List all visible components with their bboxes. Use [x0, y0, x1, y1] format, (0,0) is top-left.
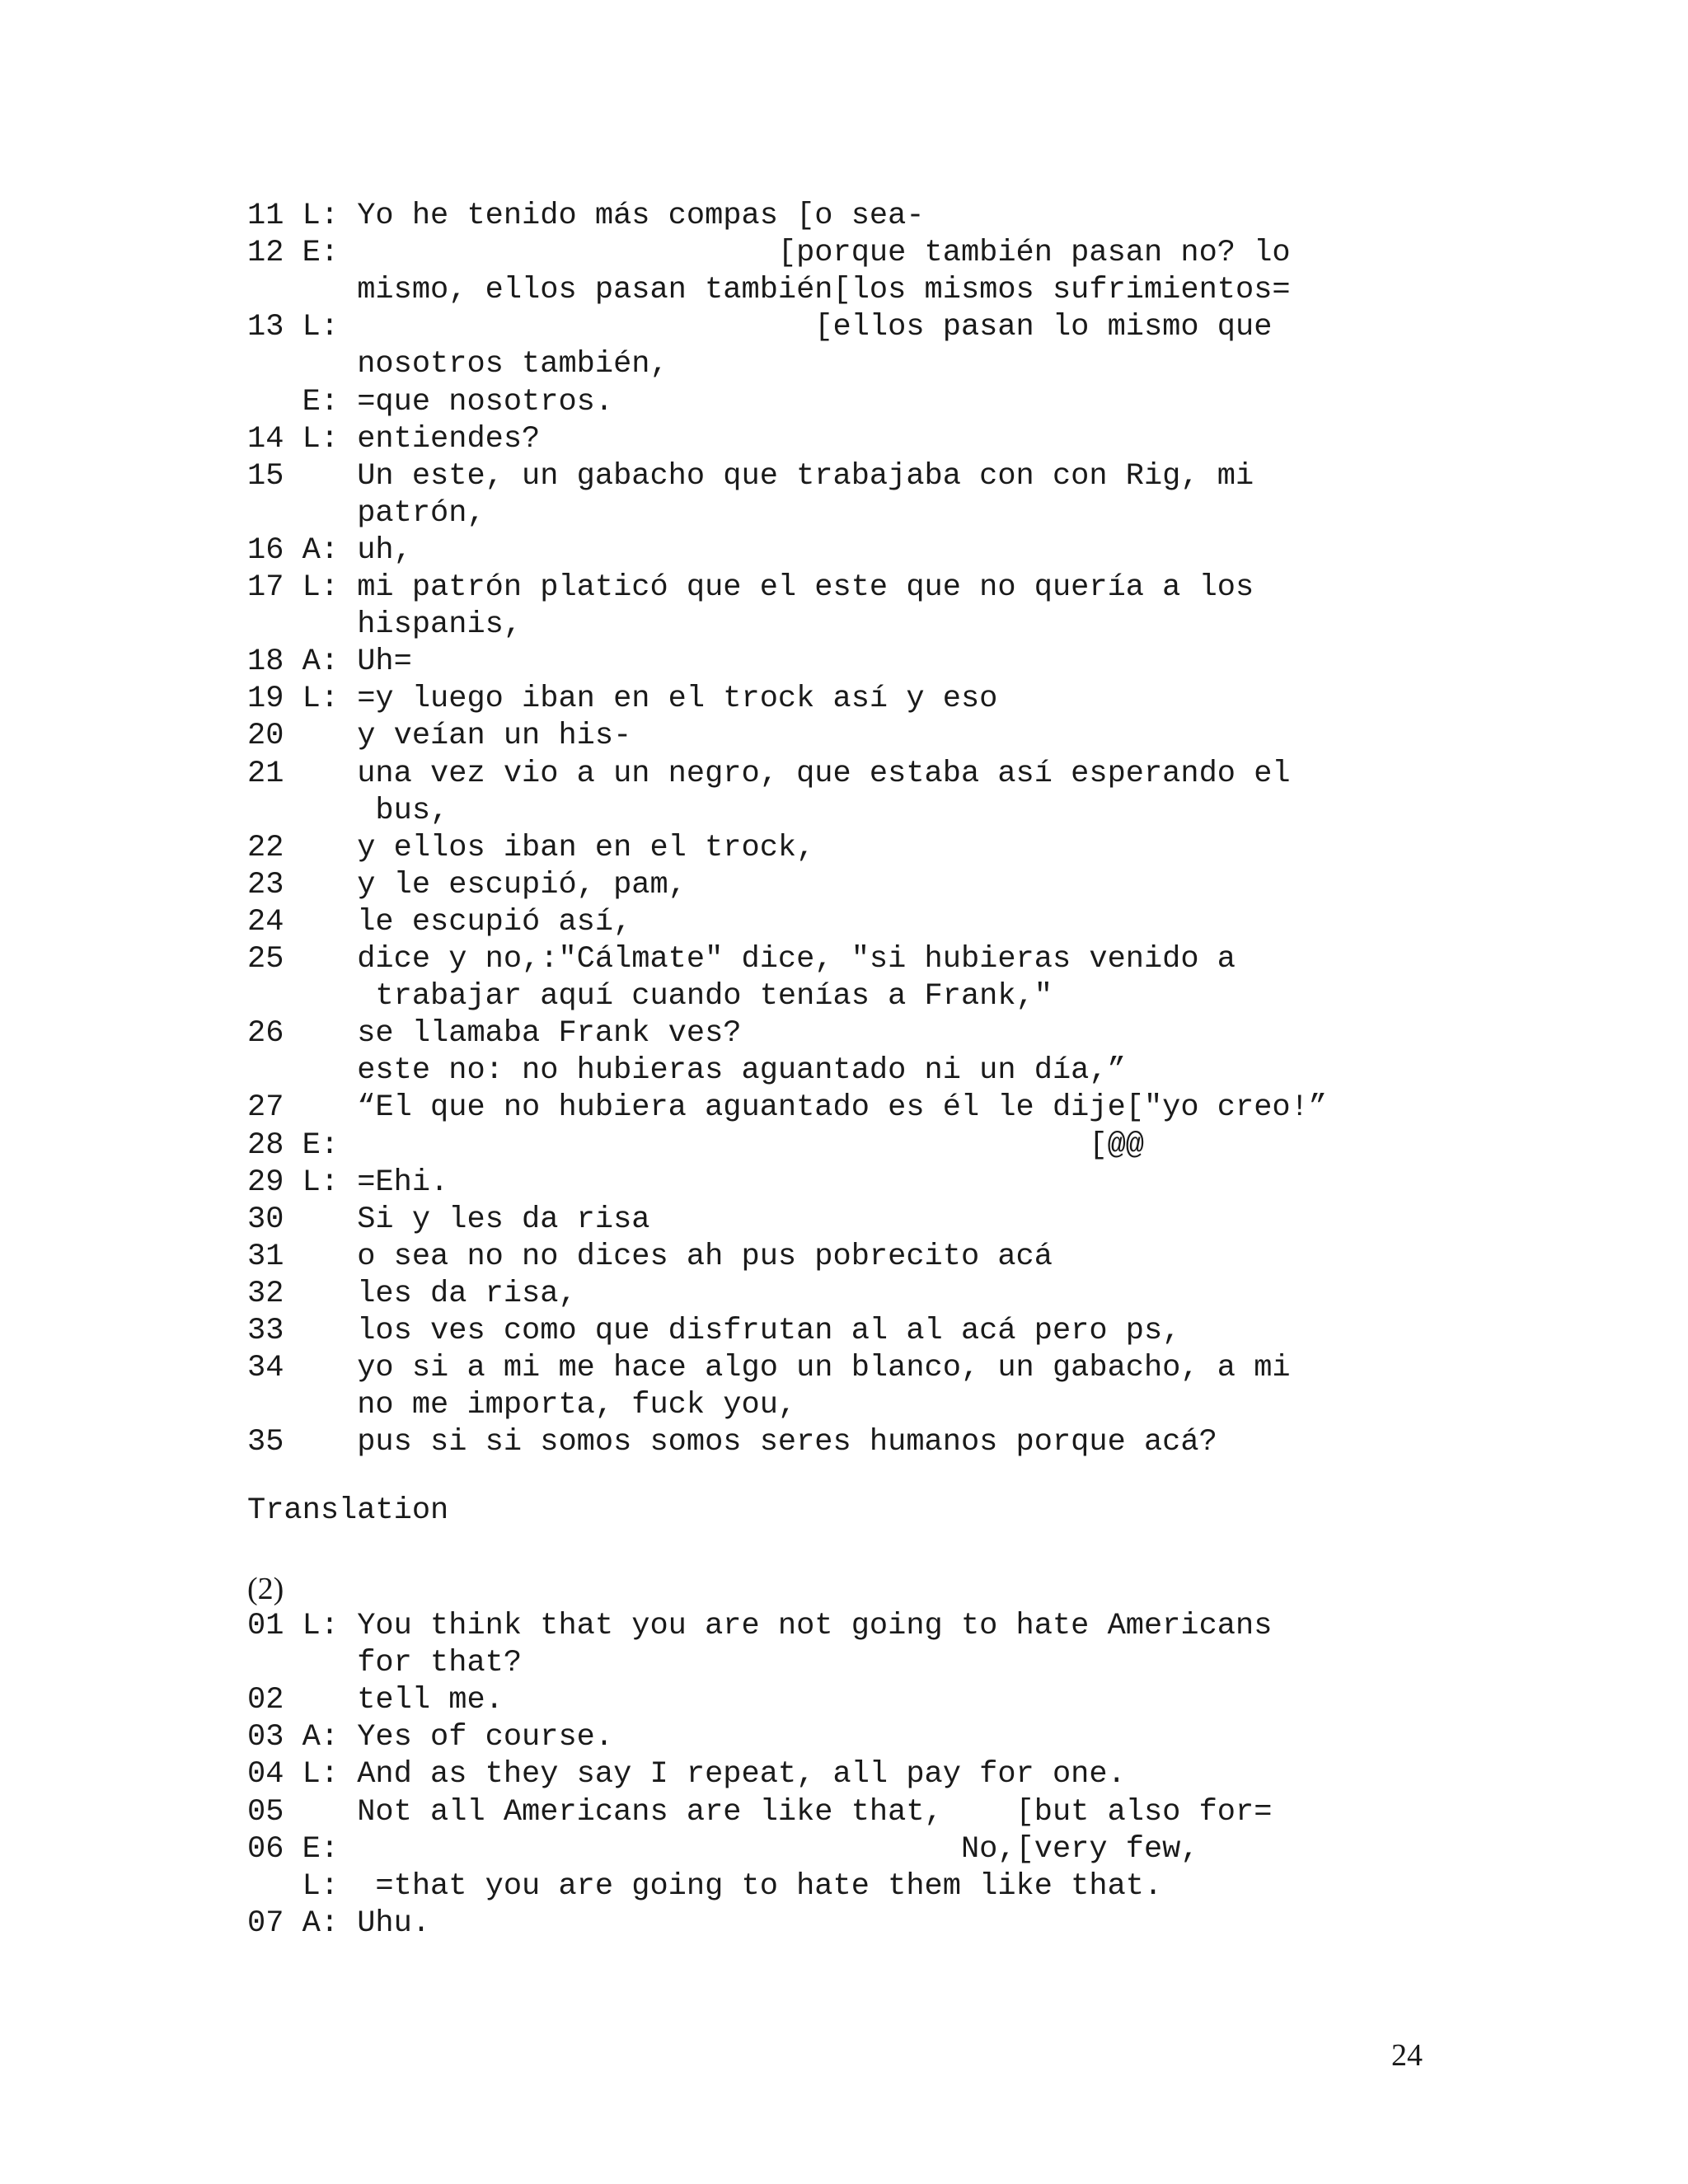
transcript-line: trabajar aquí cuando tenías a Frank,": [247, 979, 1053, 1015]
transcript-line: 05 Not all Americans are like that, [but also for=: [247, 1794, 1273, 1830]
transcript-line: bus,: [247, 793, 449, 828]
transcript-line: 22 y ellos iban en el trock,: [247, 830, 815, 865]
transcript-line: 19 L: =y luego iban en el trock así y eso: [247, 682, 998, 717]
transcript-line: hispanis,: [247, 607, 523, 643]
page-number: 24: [1391, 2038, 1423, 2073]
transcript-line: L: =that you are going to hate them like that.: [247, 1868, 1163, 1904]
transcript-line: 20 y veían un his-: [247, 719, 632, 754]
transcript-line: 11 L: Yo he tenido más compas [o sea-: [247, 199, 925, 233]
transcript-line: 28 E: [@@: [247, 1127, 1144, 1163]
transcript-line: 24 le escupió así,: [247, 904, 632, 940]
transcript-line: 27 “El que no hubiera aguantado es él le dije["yo creo!”: [247, 1090, 1328, 1126]
transcript-line: patrón,: [247, 495, 485, 531]
transcript-line: este no: no hubieras aguantado ni un día,”: [247, 1053, 1126, 1089]
transcript-line: 01 L: You think that you are not going to hate Americans: [247, 1609, 1273, 1643]
example-label: (2): [247, 1572, 284, 1606]
transcript-line: 02 tell me.: [247, 1683, 504, 1718]
transcript-line: 06 E: No,[very few,: [247, 1831, 1199, 1867]
transcript-line: for that?: [247, 1646, 523, 1681]
transcript-line: 23 y le escupió, pam,: [247, 867, 687, 902]
transcript-line: 30 Si y les da risa: [247, 1202, 650, 1237]
transcript-line: 25 dice y no,:"Cálmate" dice, "si hubieras venido a: [247, 942, 1236, 977]
transcript-line: nosotros también,: [247, 347, 668, 382]
transcript-line: 26 se llamaba Frank ves?: [247, 1016, 742, 1052]
transcript-line: 17 L: mi patrón platicó que el este que no quería a los: [247, 570, 1254, 605]
transcript-line: 15 Un este, un gabacho que trabajaba con con Rig, mi: [247, 458, 1254, 494]
transcript-line: 04 L: And as they say I repeat, all pay for one.: [247, 1757, 1126, 1793]
transcript-line: 32 les da risa,: [247, 1276, 577, 1311]
transcript-line: 16 A: uh,: [247, 532, 412, 568]
transcript-line: 18 A: Uh=: [247, 644, 412, 680]
transcript-line: 21 una vez vio a un negro, que estaba así esperando el: [247, 756, 1291, 791]
transcript-line: 33 los ves como que disfrutan al al acá pero ps,: [247, 1314, 1181, 1348]
transcript-line: 12 E: [porque también pasan no? lo: [247, 236, 1291, 271]
transcript-line: 14 L: entiendes?: [247, 421, 541, 457]
transcript-line: 03 A: Yes of course.: [247, 1720, 614, 1755]
transcript-line: 29 L: =Ehi.: [247, 1165, 449, 1200]
transcript-line: 35 pus si si somos somos seres humanos porque acá?: [247, 1425, 1217, 1460]
transcript-line: 31 o sea no no dices ah pus pobrecito acá: [247, 1239, 1053, 1274]
transcript-line: 34 yo si a mi me hace algo un blanco, un gabacho, a mi: [247, 1351, 1291, 1386]
transcript-line: 13 L: [ellos pasan lo mismo que: [247, 310, 1273, 345]
translation-heading: Translation: [247, 1493, 449, 1528]
transcript-line: mismo, ellos pasan también[los mismos sufrimientos=: [247, 273, 1291, 308]
transcript-line: 07 A: Uhu.: [247, 1905, 431, 1941]
transcript-line: E: =que nosotros.: [247, 384, 614, 419]
transcript-line: no me importa, fuck you,: [247, 1388, 797, 1423]
